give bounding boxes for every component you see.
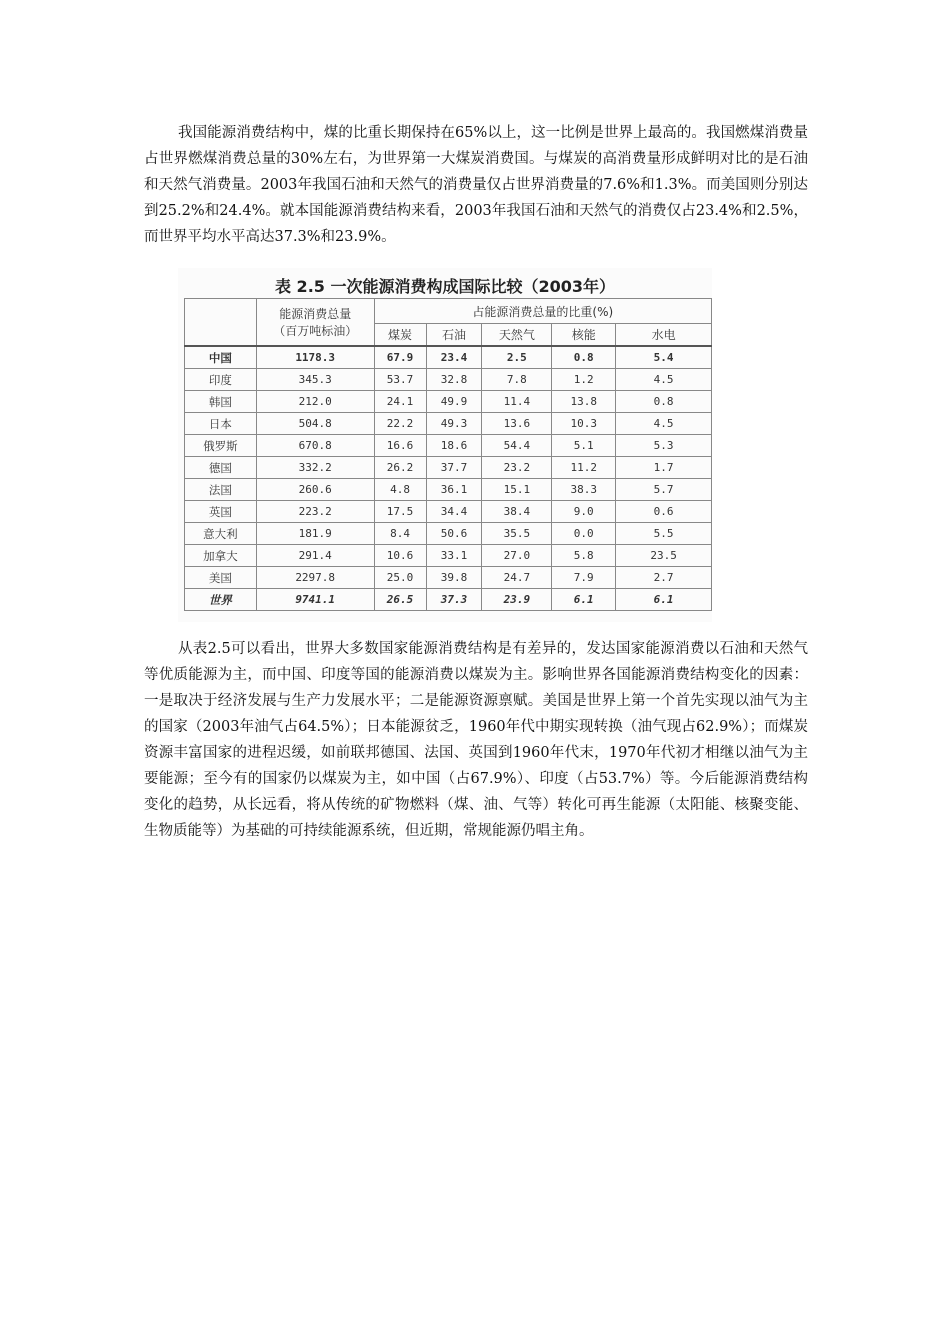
- table-row: [185, 479, 712, 501]
- cell-hydro: 5.4: [616, 346, 712, 369]
- cell-oil: 37.7: [426, 457, 482, 479]
- cell-oil: 23.4: [426, 346, 482, 369]
- table-row: [185, 567, 712, 589]
- cell-hydro: 5.5: [616, 523, 712, 545]
- table-row: [185, 391, 712, 413]
- cell-nuclear: 1.2: [552, 369, 616, 391]
- cell-gas: 27.0: [482, 545, 552, 567]
- cell-gas: 7.8: [482, 369, 552, 391]
- cell-total: 181.9: [256, 523, 374, 545]
- cell-nuclear: 7.9: [552, 567, 616, 589]
- cell-nuclear: 13.8: [552, 391, 616, 413]
- cell-nuclear: 9.0: [552, 501, 616, 523]
- cell-gas: 23.9: [482, 589, 552, 611]
- cell-total: 345.3: [256, 369, 374, 391]
- cell-total: 2297.8: [256, 567, 374, 589]
- table-caption: 表 2.5 一次能源消费构成国际比较（2003年）: [274, 277, 616, 296]
- cell-coal: 25.0: [374, 567, 426, 589]
- cell-coal: 10.6: [374, 545, 426, 567]
- cell-hydro: 5.7: [616, 479, 712, 501]
- cell-country: 中国: [185, 346, 257, 369]
- table-row: [185, 435, 712, 457]
- cell-country: 日本: [185, 413, 257, 435]
- cell-gas: 23.2: [482, 457, 552, 479]
- cell-gas: 54.4: [482, 435, 552, 457]
- cell-hydro: 6.1: [616, 589, 712, 611]
- cell-total: 332.2: [256, 457, 374, 479]
- cell-hydro: 4.5: [616, 369, 712, 391]
- cell-oil: 49.3: [426, 413, 482, 435]
- cell-hydro: 23.5: [616, 545, 712, 567]
- cell-coal: 16.6: [374, 435, 426, 457]
- energy-consumption-table: [184, 298, 712, 611]
- cell-gas: 35.5: [482, 523, 552, 545]
- cell-total: 504.8: [256, 413, 374, 435]
- cell-nuclear: 10.3: [552, 413, 616, 435]
- table-row: [185, 523, 712, 545]
- table-row: [185, 501, 712, 523]
- header-share: 占能源消费总量的比重(%): [374, 299, 711, 324]
- paragraph-intro: 我国能源消费结构中，煤的比重长期保持在65%以上，这一比例是世界上最高的。我国燃煤消费量占世界燃煤消费总量的30%左右，为世界第一大煤炭消费国。与煤炭的高消费量形成鲜明对比的是石油和天然气消费量。2003年我国石油和天然气的消费量仅占世界消费量的7.6%和1.3%。而美国则分别达到25.2%和24.4%。就本国能源消费结构来看，2003年我国石油和天然气的消费仅占23.4%和2.5%，而世界平均水平高达37.3%和23.9%。: [144, 125, 808, 245]
- cell-coal: 8.4: [374, 523, 426, 545]
- cell-coal: 67.9: [374, 346, 426, 369]
- cell-coal: 26.2: [374, 457, 426, 479]
- cell-gas: 15.1: [482, 479, 552, 501]
- cell-country: 印度: [185, 369, 257, 391]
- cell-hydro: 2.7: [616, 567, 712, 589]
- header-corner: [185, 299, 257, 347]
- cell-total: 1178.3: [256, 346, 374, 369]
- header-total: [256, 299, 374, 347]
- cell-gas: 13.6: [482, 413, 552, 435]
- cell-gas: 11.4: [482, 391, 552, 413]
- table-body: [185, 346, 712, 611]
- cell-country: 英国: [185, 501, 257, 523]
- header-total-label: 能源消费总量: [279, 307, 352, 321]
- cell-country: 意大利: [185, 523, 257, 545]
- cell-country: 韩国: [185, 391, 257, 413]
- cell-nuclear: 6.1: [552, 589, 616, 611]
- cell-coal: 17.5: [374, 501, 426, 523]
- cell-nuclear: 0.8: [552, 346, 616, 369]
- cell-hydro: 1.7: [616, 457, 712, 479]
- cell-coal: 4.8: [374, 479, 426, 501]
- table-row: [185, 545, 712, 567]
- cell-oil: 33.1: [426, 545, 482, 567]
- table-row: [185, 413, 712, 435]
- cell-total: 291.4: [256, 545, 374, 567]
- cell-total: 223.2: [256, 501, 374, 523]
- cell-country: 法国: [185, 479, 257, 501]
- cell-coal: 53.7: [374, 369, 426, 391]
- cell-hydro: 4.5: [616, 413, 712, 435]
- cell-coal: 22.2: [374, 413, 426, 435]
- cell-coal: 26.5: [374, 589, 426, 611]
- column-header-gas: 天然气: [482, 324, 552, 347]
- cell-oil: 49.9: [426, 391, 482, 413]
- column-header-coal: 煤炭: [374, 324, 426, 347]
- cell-oil: 39.8: [426, 567, 482, 589]
- cell-total: 212.0: [256, 391, 374, 413]
- column-header-hydro: 水电: [616, 324, 712, 347]
- cell-gas: 38.4: [482, 501, 552, 523]
- cell-nuclear: 38.3: [552, 479, 616, 501]
- cell-oil: 18.6: [426, 435, 482, 457]
- cell-nuclear: 11.2: [552, 457, 616, 479]
- table-row: [185, 589, 712, 611]
- cell-gas: 2.5: [482, 346, 552, 369]
- table-row: [185, 369, 712, 391]
- cell-total: 9741.1: [256, 589, 374, 611]
- cell-nuclear: 0.0: [552, 523, 616, 545]
- cell-hydro: 0.8: [616, 391, 712, 413]
- table-row: [185, 346, 712, 369]
- cell-country: 加拿大: [185, 545, 257, 567]
- cell-coal: 24.1: [374, 391, 426, 413]
- table-row: [185, 457, 712, 479]
- cell-nuclear: 5.8: [552, 545, 616, 567]
- cell-oil: 34.4: [426, 501, 482, 523]
- cell-oil: 37.3: [426, 589, 482, 611]
- column-header-nuclear: 核能: [552, 324, 616, 347]
- cell-country: 美国: [185, 567, 257, 589]
- cell-country: 德国: [185, 457, 257, 479]
- paragraph-analysis: 从表2.5可以看出，世界大多数国家能源消费结构是有差异的，发达国家能源消费以石油和天然气等优质能源为主，而中国、印度等国的能源消费以煤炭为主。影响世界各国能源消费结构变化的因素：一是取决于经济发展与生产力发展水平；二是能源资源禀赋。美国是世界上第一个首先实现以油气为主的国家（2003年油气占64.5%）；日本能源贫乏，1960年代中期实现转换（油气现占62.9%）；而煤炭资源丰富国家的进程迟缓，如前联邦德国、法国、英国到1960年代末，1970年代初才相继以油气为主要能源；至今有的国家仍以煤炭为主，如中国（占67.9%）、印度（占53.7%）等。今后能源消费结构变化的趋势，从长远看，将从传统的矿物燃料（煤、油、气等）转化可再生能源（太阳能、核聚变能、生物质能等）为基础的可持续能源系统，但近期，常规能源仍唱主角。: [144, 641, 808, 839]
- cell-country: 世界: [185, 589, 257, 611]
- cell-gas: 24.7: [482, 567, 552, 589]
- energy-table-figure: [178, 268, 712, 622]
- cell-oil: 36.1: [426, 479, 482, 501]
- column-header-oil: 石油: [426, 324, 482, 347]
- cell-oil: 32.8: [426, 369, 482, 391]
- cell-total: 670.8: [256, 435, 374, 457]
- cell-hydro: 0.6: [616, 501, 712, 523]
- cell-country: 俄罗斯: [185, 435, 257, 457]
- cell-total: 260.6: [256, 479, 374, 501]
- cell-nuclear: 5.1: [552, 435, 616, 457]
- header-total-unit: （百万吨标油）: [273, 324, 358, 338]
- cell-oil: 50.6: [426, 523, 482, 545]
- cell-hydro: 5.3: [616, 435, 712, 457]
